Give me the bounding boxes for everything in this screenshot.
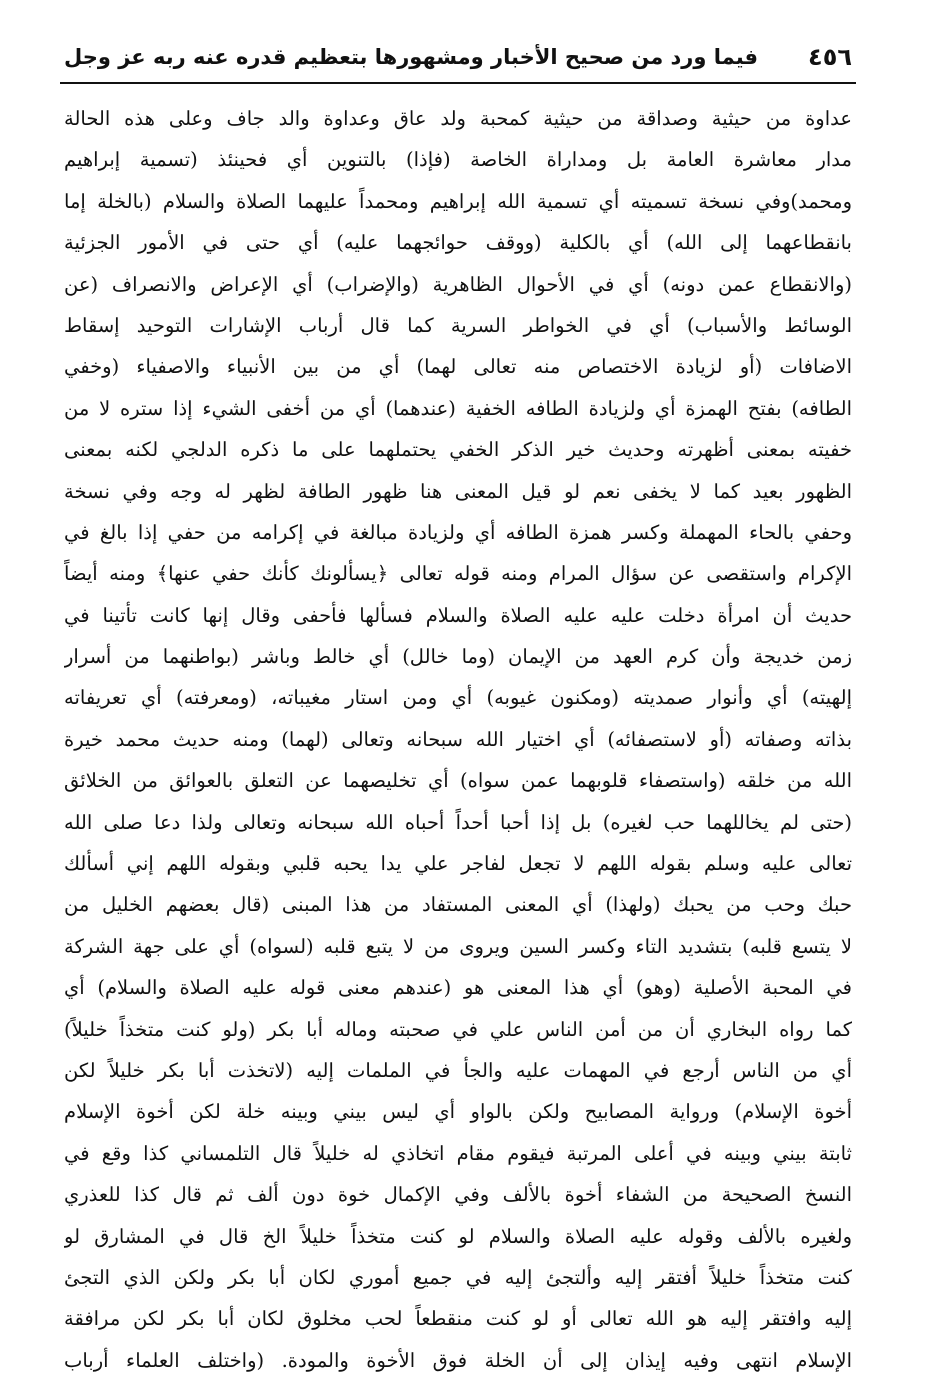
text-line: النسخ الصحيحة من الشفاء أخوة بالألف وفي الإكمال خوة دون ألف ثم قال كذا للعذري [64,1183,852,1207]
text-line: كنت متخذاً خليلاً أفتقر إليه وألتجئ إليه في جميع أموري لكان أبا بكر ولكن الذي التجئ [64,1265,852,1289]
body-text [64,98,852,1381]
text-line: في المحبة الأصلية (وهو) أي هذا المعنى هو (عندهم معنى قوله عليه الصلاة والسلام) أي [64,976,852,1000]
text-line: حبك وحب من يحبك (ولهذا) أي المعنى المستفاد من هذا المبنى (قال بعضهم الخليل من [64,893,852,917]
text-line: الإسلام انتهى وفيه إيذان إلى أن الخلة فوق الأخوة والمودة. (واختلف العلماء أرباب [64,1348,852,1372]
text-line: الاضافات (أو لزيادة الاختصاص منه تعالى لهما) أي من بين الأنبياء والاصفياء (وخفي [64,355,852,379]
text-line: أخوة الإسلام) ورواية المصابيح ولكن بالواو أي ليس بيني وبينه خلة لكن أخوة الإسلام [64,1100,852,1124]
text-line: خفيته بمعنى أظهرته وحديث خير الذكر الخفي يحتملهما على ما ذكره الدلجي لكنه بمعنى [64,438,852,462]
text-line: إليه وافتقر إليه هو الله تعالى أو لو كنت منقطعاً لحب مخلوق لكان أبا بكر لكن مرافقة [64,1307,852,1331]
text-line: الله من خلقه (واستصفاء قلوبهما عمن سواه) أي تخليصهما عن التعلق بالعوائق من الخلائق [64,769,852,793]
text-line: وحفي بالحاء المهملة وكسر همزة الطافه أي ولزيادة مبالغة في إكرامه من حفي إذا بالغ في [64,520,852,544]
text-line: الظهور بعيد كما لا يخفى نعم لو قيل المعنى هنا ظهور الطافة لظهر له وجه وفي نسخة [64,479,852,503]
text-line: تعالى عليه وسلم بقوله اللهم لا تجعل لفاجر علي يدا يحبه قلبي وبقوله اللهم إني أسألك [64,852,852,876]
page-number: ٤٥٦ [808,43,852,71]
text-line: مدار معاشرة العامة بل ومداراة الخاصة (فإذا) بالتنوين أي فحينئذ (تسمية إبراهيم [64,148,852,172]
text-line: ولغيره بالألف وقوله عليه الصلاة والسلام لو كنت متخذاً خليلاً الخ قال في المشارق لو [64,1224,852,1248]
header-divider [60,82,856,84]
running-title: فيما ورد من صحيح الأخبار ومشهورها بتعظيم قدره عنه ربه عز وجل [64,45,759,69]
text-line: عداوة من حيثية وصداقة من حيثية كمحبة ولد عاق وعداوة والد جاف وعلى هذه الحالة [64,107,852,130]
text-line: لا يتسع قلبه) بتشديد التاء وكسر السين ويروى من لا يتبع قلبه (لسواه) أي على جهة الشركة [64,934,852,958]
text-line: بذاته وصفاته (أو لاستصفائه) أي اختيار الله سبحانه وتعالى (لهما) ومنه حديث محمد خيرة [64,727,852,751]
page-header [64,34,852,80]
text-line: زمن خديجة وأن كرم العهد من الإيمان (وما خالل) أي خالط وباشر (بواطنهما من أسرار [64,645,852,669]
text-line: ومحمد)وفي نسخة تسميته أي تسمية الله إبراهيم ومحمداً عليهما الصلاة والسلام (بالخلة إما [64,189,852,213]
text-line: (حتى لم يخاللهما حب لغيره) بل إذا أحبا أحداً أحباه الله سبحانه وتعالى ولذا دعا صلى الله [64,810,852,834]
text-line: الإكرام واستقصى عن سؤال المرام ومنه قوله تعالى ﴿يسألونك كأنك حفي عنها﴾ ومنه أيضاً [64,562,852,586]
text-line: إلهيته) أي وأنوار صمديته (ومكنون غيوبه) أي ومن استار مغيباته، (ومعرفته) أي تعريفاته [64,686,852,710]
text-line: أي من الناس أرجع في المهمات عليه والجأ في الملمات إليه (لاتخذت أبا بكر خليلاً لكن [64,1058,852,1082]
text-line: ثابتة بيني وبينه في أعلى المرتبة فيقوم مقام اتخاذي له خليلاً قال التلمساني كذا وقع في [64,1141,852,1165]
text-line: حديث أن امرأة دخلت عليه عليه الصلاة والسلام فسألها فأحفى وقال إنها كانت تأتينا في [64,603,852,627]
text-line: الطافه) بفتح الهمزة أي ولزيادة الطافه الخفية (عندهما) أي من أخفى الشيء إذا ستره لا من [64,396,852,420]
text-line: (والانقطاع عمن دونه) أي في الأحوال الظاهرية (والإضراب) أي الإعراض والانصراف (عن [64,272,852,296]
text-line: الوسائط والأسباب) أي في الخواطر السرية كما قال أرباب الإشارات التوحيد إسقاط [64,313,852,337]
text-line: كما رواه البخاري أن من أمن الناس علي في صحبته وماله أبا بكر (ولو كنت متخذاً خليلاً) [64,1017,852,1041]
text-line: بانقطاعهما إلى الله) أي بالكلية (ووقف حوائجهما عليه) أي حتى في الأمور الجزئية [64,231,852,255]
